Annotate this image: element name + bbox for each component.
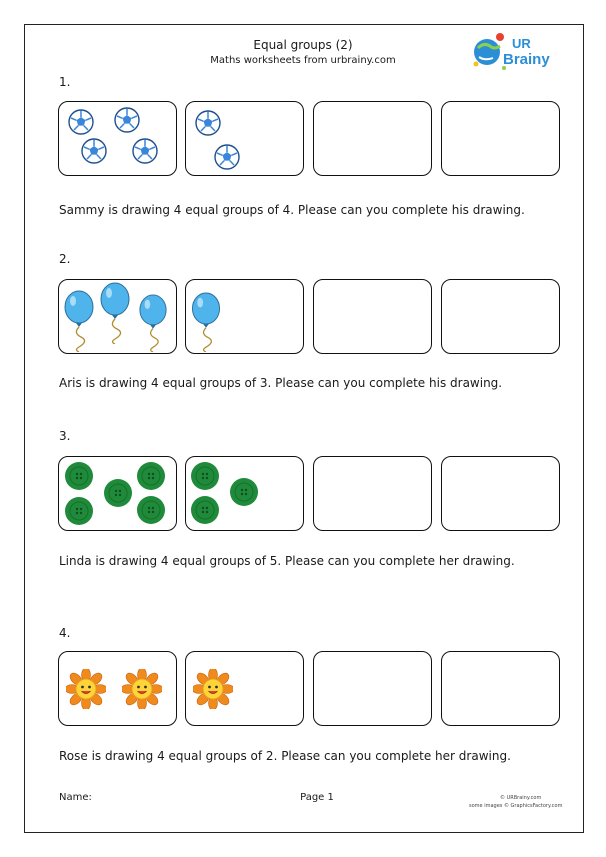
football-icon bbox=[214, 144, 240, 170]
q3-group-box-2[interactable] bbox=[185, 456, 304, 531]
q4-group-box-4[interactable] bbox=[441, 651, 560, 726]
image-credit-text: some images © GraphicsFactory.com bbox=[469, 803, 563, 809]
q3-group-box-3[interactable] bbox=[313, 456, 432, 531]
q1-group-box-4[interactable] bbox=[441, 101, 560, 176]
football-icon bbox=[114, 107, 140, 133]
button-icon bbox=[136, 495, 166, 525]
balloon-icon bbox=[62, 290, 96, 352]
q2-group-box-3[interactable] bbox=[313, 279, 432, 354]
logo-text-top: UR bbox=[512, 36, 531, 51]
button-icon bbox=[190, 461, 220, 491]
q1-group-box-3[interactable] bbox=[313, 101, 432, 176]
balloon-icon bbox=[136, 294, 170, 352]
q1-group-box-1[interactable] bbox=[58, 101, 177, 176]
urbrainy-logo bbox=[470, 28, 566, 76]
question-1-text: Sammy is drawing 4 equal groups of 4. Please can you complete his drawing. bbox=[59, 203, 525, 217]
sunflower-icon bbox=[122, 669, 162, 709]
balloon-icon bbox=[98, 282, 132, 344]
q4-group-box-1[interactable] bbox=[58, 651, 177, 726]
q2-group-box-2[interactable] bbox=[185, 279, 304, 354]
q4-group-box-3[interactable] bbox=[313, 651, 432, 726]
button-icon bbox=[229, 477, 259, 507]
q3-group-box-1[interactable] bbox=[58, 456, 177, 531]
question-2-number: 2. bbox=[59, 252, 71, 266]
name-label: Name: bbox=[59, 792, 92, 803]
copyright-text: © URBrainy.com bbox=[500, 795, 542, 801]
q3-group-box-4[interactable] bbox=[441, 456, 560, 531]
page-number: Page 1 bbox=[300, 792, 334, 803]
sunflower-icon bbox=[193, 669, 233, 709]
q2-group-box-4[interactable] bbox=[441, 279, 560, 354]
question-3-text: Linda is drawing 4 equal groups of 5. Please can you complete her drawing. bbox=[59, 554, 515, 568]
worksheet-title: Equal groups (2) bbox=[253, 38, 353, 52]
sunflower-icon bbox=[66, 669, 106, 709]
button-icon bbox=[64, 461, 94, 491]
football-icon bbox=[68, 109, 94, 135]
q1-group-box-2[interactable] bbox=[185, 101, 304, 176]
football-icon bbox=[132, 138, 158, 164]
balloon-icon bbox=[189, 292, 223, 352]
question-1-number: 1. bbox=[59, 75, 71, 89]
button-icon bbox=[190, 495, 220, 525]
logo-text-bottom: Brainy bbox=[503, 51, 550, 68]
football-icon bbox=[195, 110, 221, 136]
button-icon bbox=[103, 478, 133, 508]
logo-globe-icon bbox=[474, 39, 500, 65]
question-4-text: Rose is drawing 4 equal groups of 2. Please can you complete her drawing. bbox=[59, 749, 511, 763]
button-icon bbox=[136, 461, 166, 491]
question-2-text: Aris is drawing 4 equal groups of 3. Please can you complete his drawing. bbox=[59, 376, 503, 390]
question-4-number: 4. bbox=[59, 626, 71, 640]
q4-group-box-2[interactable] bbox=[185, 651, 304, 726]
q2-group-box-1[interactable] bbox=[58, 279, 177, 354]
football-icon bbox=[81, 138, 107, 164]
question-3-number: 3. bbox=[59, 429, 71, 443]
button-icon bbox=[64, 496, 94, 526]
worksheet-subtitle: Maths worksheets from urbrainy.com bbox=[210, 55, 396, 66]
